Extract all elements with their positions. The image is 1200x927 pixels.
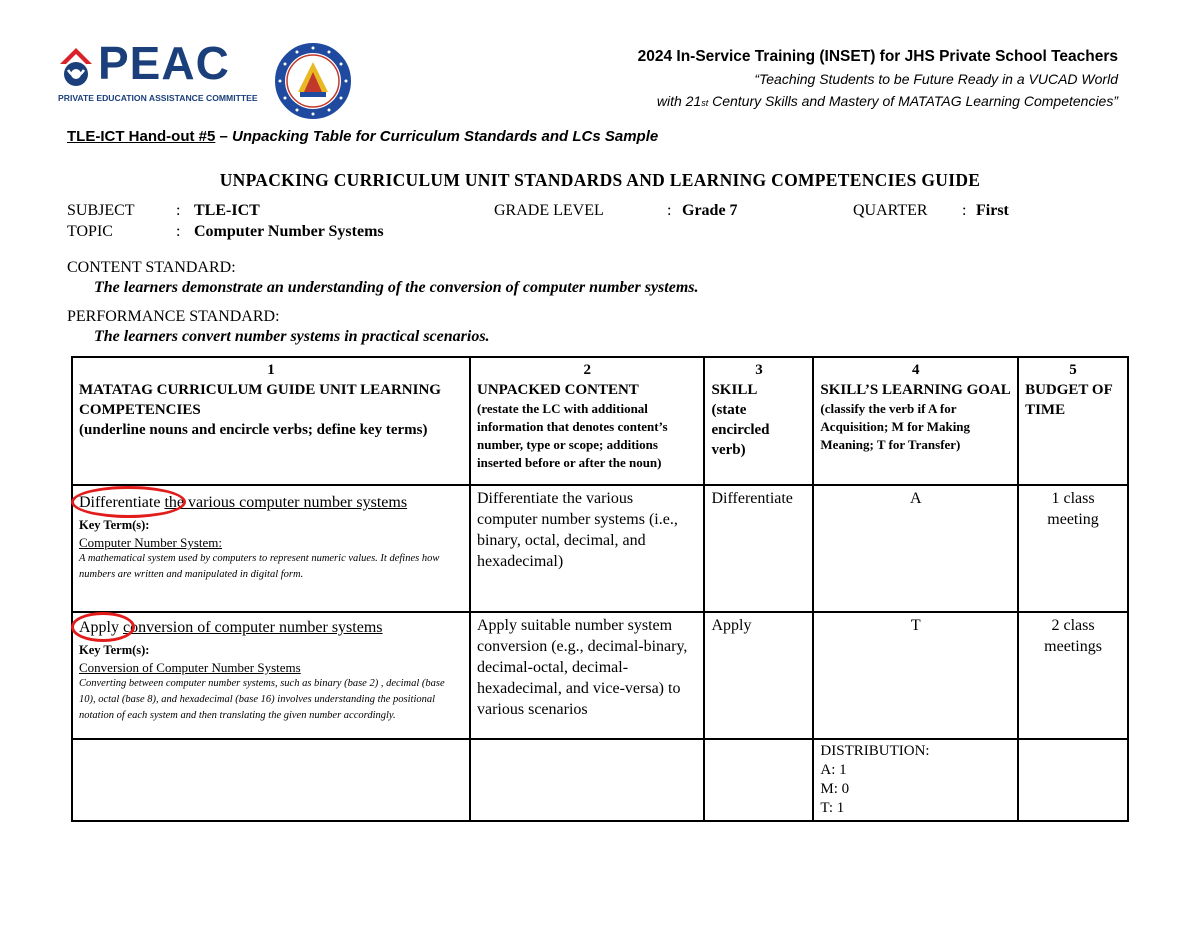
topic-value: Computer Number Systems (194, 223, 384, 240)
subtitle-line2-b: Century Skills and Mastery of MATATAG Learning Competencies” (708, 93, 1118, 109)
skill-cell: Apply (704, 612, 813, 739)
topic-label: TOPIC (67, 223, 113, 240)
subject-label: SUBJECT (67, 202, 135, 219)
lc-cell (72, 612, 470, 739)
unpacked-cell: Differentiate the various computer number systems (i.e., binary, octal, decimal, and hexadecimal) (470, 485, 704, 612)
quarter-label: QUARTER (853, 202, 928, 219)
lc-cell (72, 485, 470, 612)
performance-standard-label: PERFORMANCE STANDARD: (67, 308, 280, 325)
key-term-label: Key Term(s): (79, 643, 150, 657)
header-col-2: 2 UNPACKED CONTENT (restate the LC with additional information that denotes content’s number, type or scope; additions inserted before or after the noun) (470, 357, 704, 485)
lc-noun: the various computer number systems (164, 494, 408, 511)
training-subtitle-line2 (638, 90, 1118, 114)
distribution-label: DISTRIBUTION: (820, 743, 930, 759)
distribution-cell (813, 739, 1018, 821)
training-subtitle-line1: “Teaching Students to be Future Ready in a VUCAD World (754, 71, 1118, 87)
lc-statement (79, 492, 463, 514)
verb-circle (71, 486, 186, 518)
key-term: Computer Number System: (79, 535, 222, 550)
header-col-1: 1 MATATAG CURRICULUM GUIDE UNIT LEARNING COMPETENCIES (underline nouns and encircle verbs; define key terms) (72, 357, 470, 485)
key-term-definition: A mathematical system used by computers to represent numeric values. It defines how numbers are written and manipulated in digital form. (79, 553, 440, 580)
performance-standard-text: The learners convert number systems in practical scenarios. (94, 328, 490, 345)
topic-colon: : (176, 223, 181, 240)
handout-heading (67, 128, 658, 145)
lc-verb: Differentiate (79, 492, 160, 514)
quarter-value: First (976, 202, 1009, 219)
grade-colon: : (667, 202, 672, 219)
lc-statement (79, 617, 463, 639)
guide-title: UNPACKING CURRICULUM UNIT STANDARDS AND LEARNING COMPETENCIES GUIDE (219, 170, 981, 190)
verb-circle (71, 612, 135, 642)
unpacking-table (71, 356, 1129, 822)
handout-separator: – (215, 128, 233, 145)
budget-cell: 1 class meeting (1018, 485, 1128, 612)
distribution-m: M: 0 (820, 781, 850, 797)
key-term: Conversion of Computer Number Systems (79, 660, 301, 675)
peac-house-icon (58, 42, 94, 92)
subtitle-line2-sup: st (701, 98, 709, 108)
distribution-a: A: 1 (820, 762, 847, 778)
handout-label: TLE-ICT Hand-out #5 (67, 128, 216, 145)
table-header-row (72, 357, 1128, 485)
lc-verb: Apply (79, 617, 119, 639)
empty-cell (704, 739, 813, 821)
header-col-3: 3 SKILL (state encircled verb) (704, 357, 813, 485)
peac-logo (58, 37, 258, 106)
distribution-row (72, 739, 1128, 821)
deped-seal-icon (274, 42, 352, 120)
content-standard-text: The learners demonstrate an understanding of the conversion of computer number systems. (94, 279, 699, 296)
content-standard-label: CONTENT STANDARD: (67, 259, 236, 276)
empty-cell (1018, 739, 1128, 821)
quarter-colon: : (962, 202, 967, 219)
key-term-definition: Converting between computer number systems, such as binary (base 2) , decimal (base 10), octal (base 8), and hexadecimal (base 16) involves understanding the positional notation of each system and then translating the given number accordingly. (79, 678, 445, 721)
subject-colon: : (176, 202, 181, 219)
grade-value: Grade 7 (682, 202, 738, 219)
header-col-4: 4 SKILL’S LEARNING GOAL (classify the verb if A for Acquisition; M for Making Meaning; T for Transfer) (813, 357, 1018, 485)
goal-cell: T (813, 612, 1018, 739)
training-header (638, 46, 1118, 114)
training-title: 2024 In-Service Training (INSET) for JHS Private School Teachers (637, 48, 1118, 65)
empty-cell (470, 739, 704, 821)
peac-logo-text: PEAC (98, 37, 230, 89)
subject-value: TLE-ICT (194, 202, 260, 219)
goal-cell: A (813, 485, 1018, 612)
table-row (72, 485, 1128, 612)
budget-cell: 2 class meetings (1018, 612, 1128, 739)
peac-subtitle: PRIVATE EDUCATION ASSISTANCE COMMITTEE (58, 93, 258, 103)
subtitle-line2-a: with 21 (656, 93, 702, 109)
empty-cell (72, 739, 470, 821)
distribution-t: T: 1 (820, 800, 845, 816)
handout-description: Unpacking Table for Curriculum Standards and LCs Sample (232, 128, 659, 145)
lc-noun: conversion of computer number systems (123, 619, 383, 636)
key-term-label: Key Term(s): (79, 518, 150, 532)
grade-label: GRADE LEVEL (494, 202, 604, 219)
skill-cell: Differentiate (704, 485, 813, 612)
table-row (72, 612, 1128, 739)
header-col-5: 5 BUDGET OF TIME (1018, 357, 1128, 485)
unpacked-cell: Apply suitable number system conversion (e.g., decimal-binary, decimal-octal, decimal-hexadecimal, and vice-versa) to various scenarios (470, 612, 704, 739)
